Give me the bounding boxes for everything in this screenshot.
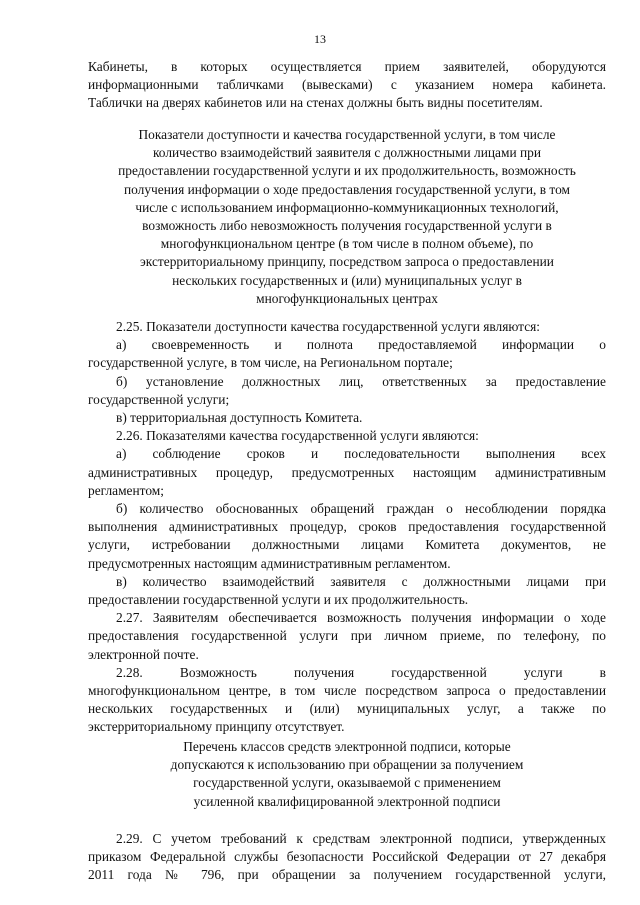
list-item-line: услуги, истребовании должностными лицами Комитета документов, не	[88, 537, 606, 553]
intro-line: Таблички на дверях кабинетов или на стенах должны быть видны посетителям.	[88, 95, 543, 111]
intro-paragraph	[88, 58, 606, 113]
paragraph-2-28-line: многофункциональном центре, в том числе посредством запроса о предоставлении	[88, 683, 606, 699]
list-item-line: административных процедур, предусмотренных настоящим административным	[88, 464, 606, 480]
paragraph-2-27-line: предоставления государственной услуги при личном приеме, по телефону, по	[88, 628, 606, 644]
intro-line: информационными табличками (вывесками) с указанием номера кабинета.	[88, 77, 606, 93]
paragraph-2-28-line: 2.28. Возможность получения государственной услуги в	[116, 664, 606, 680]
list-item-line: а) соблюдение сроков и последовательности выполнения всех	[116, 446, 606, 462]
list-item-line: а) своевременность и полнота предоставляемой информации о	[116, 337, 606, 353]
list-item-line: б) установление должностных лиц, ответственных за предоставление	[116, 373, 606, 389]
list-item-line: государственной услуги;	[88, 391, 230, 407]
paragraph-2-28-line: экстерриториальному принципу отсутствует.	[88, 719, 345, 735]
heading-line: экстерриториальному принципу, посредством запроса о предоставлении	[140, 254, 554, 270]
section-heading-availability	[88, 126, 606, 308]
paragraph-2-27-line: 2.27. Заявителям обеспечивается возможность получения информации о ходе	[116, 610, 606, 626]
heading-line: допускаются к использованию при обращении за получением	[170, 757, 524, 773]
heading-line: получения информации о ходе предоставления государственной услуги, в том	[124, 181, 570, 197]
page-number: 13	[314, 32, 326, 46]
heading-line: количество взаимодействий заявителя с должностными лицами при	[152, 145, 542, 161]
body-section	[88, 318, 606, 737]
list-item-line: предоставлении государственной услуги и их продолжительность.	[88, 592, 469, 608]
list-item-line: регламентом;	[88, 482, 164, 498]
heading-line: Показатели доступности и качества государственной услуги, в том числе	[138, 127, 556, 142]
list-item-line: предусмотренных настоящим административным регламентом.	[88, 555, 451, 571]
paragraph-2-27-line: электронной почте.	[88, 646, 199, 662]
section-heading-signature	[88, 738, 606, 811]
paragraph-2-28-line: нескольких государственных и (или) муниципальных услуг, а также по	[88, 701, 606, 717]
heading-line: нескольких государственных и (или) муниципальных услуг в	[172, 272, 522, 288]
paragraph-2-25-title: 2.25. Показатели доступности качества государственной услуги являются:	[116, 319, 541, 334]
list-item-line: б) количество обоснованных обращений граждан о несоблюдении порядка	[116, 501, 606, 517]
list-item-line: выполнения административных процедур, сроков предоставления государственной	[88, 519, 606, 535]
list-item-line: в) территориальная доступность Комитета.	[116, 410, 363, 426]
heading-line: усиленной квалифицированной электронной подписи	[193, 793, 501, 809]
heading-line: Перечень классов средств электронной подписи, которые	[183, 739, 511, 754]
paragraph-2-29-line: 2011 года № 796, при обращении за получением государственной услуги,	[88, 867, 606, 883]
heading-line: государственной услуги, оказываемой с применением	[193, 775, 501, 791]
paragraph-2-29-line: 2.29. С учетом требований к средствам электронной подписи, утвержденных	[116, 831, 606, 846]
list-item-line: государственной услуге, в том числе, на Региональном портале;	[88, 355, 453, 371]
heading-line: возможность либо невозможность получения государственной услуги в	[142, 218, 552, 234]
heading-line: многофункциональном центре (в том числе в полном объеме), по	[160, 236, 534, 252]
intro-line: Кабинеты, в которых осуществляется прием заявителей, оборудуются	[88, 59, 606, 74]
heading-line: числе с использованием информационно-коммуникационных технологий,	[135, 199, 559, 215]
paragraph-2-29	[88, 830, 606, 885]
heading-line: предоставлении государственной услуги и их продолжительность, возможность	[118, 163, 576, 179]
paragraph-2-29-line: приказом Федеральной службы безопасности Российской Федерации от 27 декабря	[88, 849, 606, 865]
heading-line: многофункциональных центрах	[256, 290, 438, 306]
list-item-line: в) количество взаимодействий заявителя с должностными лицами при	[116, 573, 606, 589]
paragraph-2-26-title: 2.26. Показателями качества государственной услуги являются:	[116, 428, 479, 444]
